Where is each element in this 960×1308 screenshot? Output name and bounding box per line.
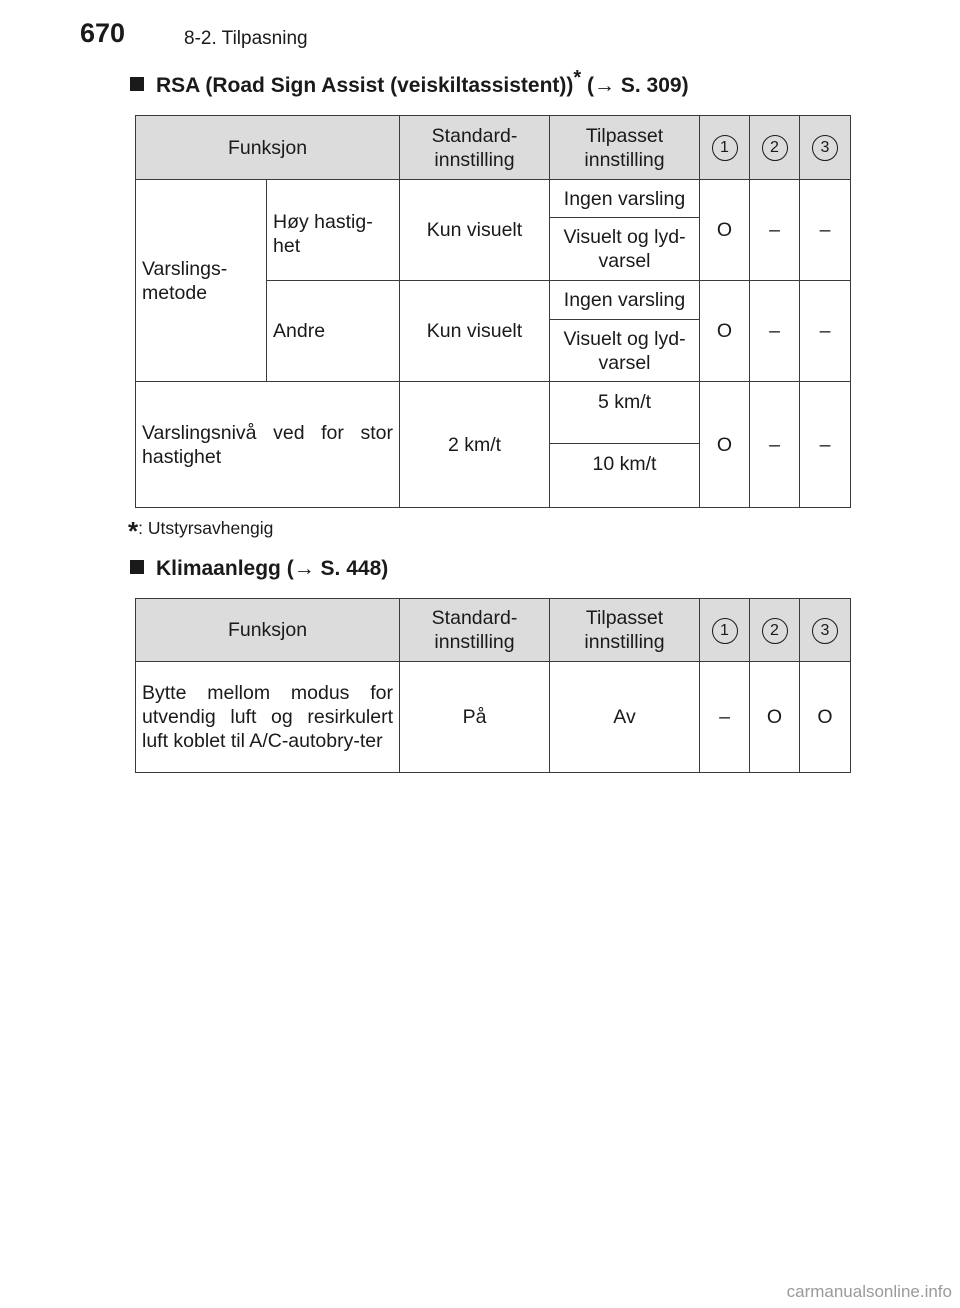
option-cell: Visuelt og lyd- varsel xyxy=(550,320,700,382)
arrow-right-icon: → xyxy=(594,74,616,97)
header-setting-1 xyxy=(700,599,750,662)
section-label: 8-2. Tilpasning xyxy=(184,28,308,49)
circled-number-3-icon: 3 xyxy=(812,135,838,161)
circled-number-1-icon: 1 xyxy=(712,135,738,161)
standard-value-cell: På xyxy=(400,662,550,773)
header-setting-1 xyxy=(700,116,750,180)
section-title: Klimaanlegg ( xyxy=(156,557,294,580)
table-row xyxy=(136,382,851,444)
square-bullet-icon xyxy=(130,560,144,574)
header-standard: Standard- innstilling xyxy=(400,116,550,180)
table-row xyxy=(136,662,851,773)
section-heading-klimaanlegg xyxy=(130,557,388,581)
setting-3-cell: – xyxy=(800,281,851,382)
setting-3-cell: – xyxy=(800,382,851,508)
circled-number-3-icon: 3 xyxy=(812,618,838,644)
header-funksjon: Funksjon xyxy=(136,116,400,180)
setting-1-cell: – xyxy=(700,662,750,773)
setting-2-cell: – xyxy=(750,180,800,281)
setting-1-cell: O xyxy=(700,382,750,508)
custom-value-cell: Av xyxy=(550,662,700,773)
table-header-row xyxy=(136,599,851,662)
option-cell: 5 km/t xyxy=(550,382,700,444)
ref-open: ( xyxy=(587,74,595,97)
option-cell: Ingen varsling xyxy=(550,180,700,218)
sub-category-cell: Høy hastig- het xyxy=(267,180,400,281)
standard-value-cell: 2 km/t xyxy=(400,382,550,508)
setting-1-cell: O xyxy=(700,281,750,382)
section-heading-rsa xyxy=(130,67,689,98)
varslingsniva-cell: Varslingsnivå ved for stor hastighet xyxy=(136,382,400,508)
section-title: RSA (Road Sign Assist (veiskiltassistent)) xyxy=(156,74,574,97)
table-row xyxy=(136,180,851,218)
watermark: carmanualsonline.info xyxy=(786,1282,952,1301)
page-reference[interactable]: S. 448) xyxy=(320,557,389,580)
footnote-asterisk: * xyxy=(128,516,139,546)
sub-category-cell: Andre xyxy=(267,281,400,382)
header-setting-2 xyxy=(750,116,800,180)
header-setting-2 xyxy=(750,599,800,662)
setting-3-cell: – xyxy=(800,180,851,281)
footnote-text: : Utstyrsavhengig xyxy=(138,518,274,538)
setting-3-cell: O xyxy=(800,662,851,773)
varslingsmetode-cell: Varslings- metode xyxy=(136,180,267,382)
circled-number-2-icon: 2 xyxy=(762,618,788,644)
arrow-right-icon: → xyxy=(293,557,315,580)
setting-2-cell: – xyxy=(750,281,800,382)
square-bullet-icon xyxy=(130,77,144,91)
header-setting-3 xyxy=(800,599,851,662)
header-standard: Standard- innstilling xyxy=(400,599,550,662)
page-number: 670 xyxy=(80,18,126,48)
option-cell: 10 km/t xyxy=(550,444,700,508)
header-tilpasset: Tilpasset innstilling xyxy=(550,116,700,180)
header-tilpasset: Tilpasset innstilling xyxy=(550,599,700,662)
option-cell: Visuelt og lyd- varsel xyxy=(550,218,700,281)
header-funksjon: Funksjon xyxy=(136,599,400,662)
standard-value-cell: Kun visuelt xyxy=(400,180,550,281)
header-setting-3 xyxy=(800,116,851,180)
footnote xyxy=(128,516,273,547)
klimaanlegg-settings-table xyxy=(135,598,851,773)
setting-2-cell: O xyxy=(750,662,800,773)
asterisk-mark: * xyxy=(573,67,582,89)
page-reference[interactable]: S. 309) xyxy=(620,74,689,97)
circled-number-1-icon: 1 xyxy=(712,618,738,644)
option-cell: Ingen varsling xyxy=(550,281,700,320)
table-header-row xyxy=(136,116,851,180)
setting-1-cell: O xyxy=(700,180,750,281)
function-cell: Bytte mellom modus for utvendig luft og resirkulert luft koblet til A/C-autobry-ter xyxy=(136,662,400,773)
rsa-settings-table xyxy=(135,115,851,508)
setting-2-cell: – xyxy=(750,382,800,508)
circled-number-2-icon: 2 xyxy=(762,135,788,161)
standard-value-cell: Kun visuelt xyxy=(400,281,550,382)
